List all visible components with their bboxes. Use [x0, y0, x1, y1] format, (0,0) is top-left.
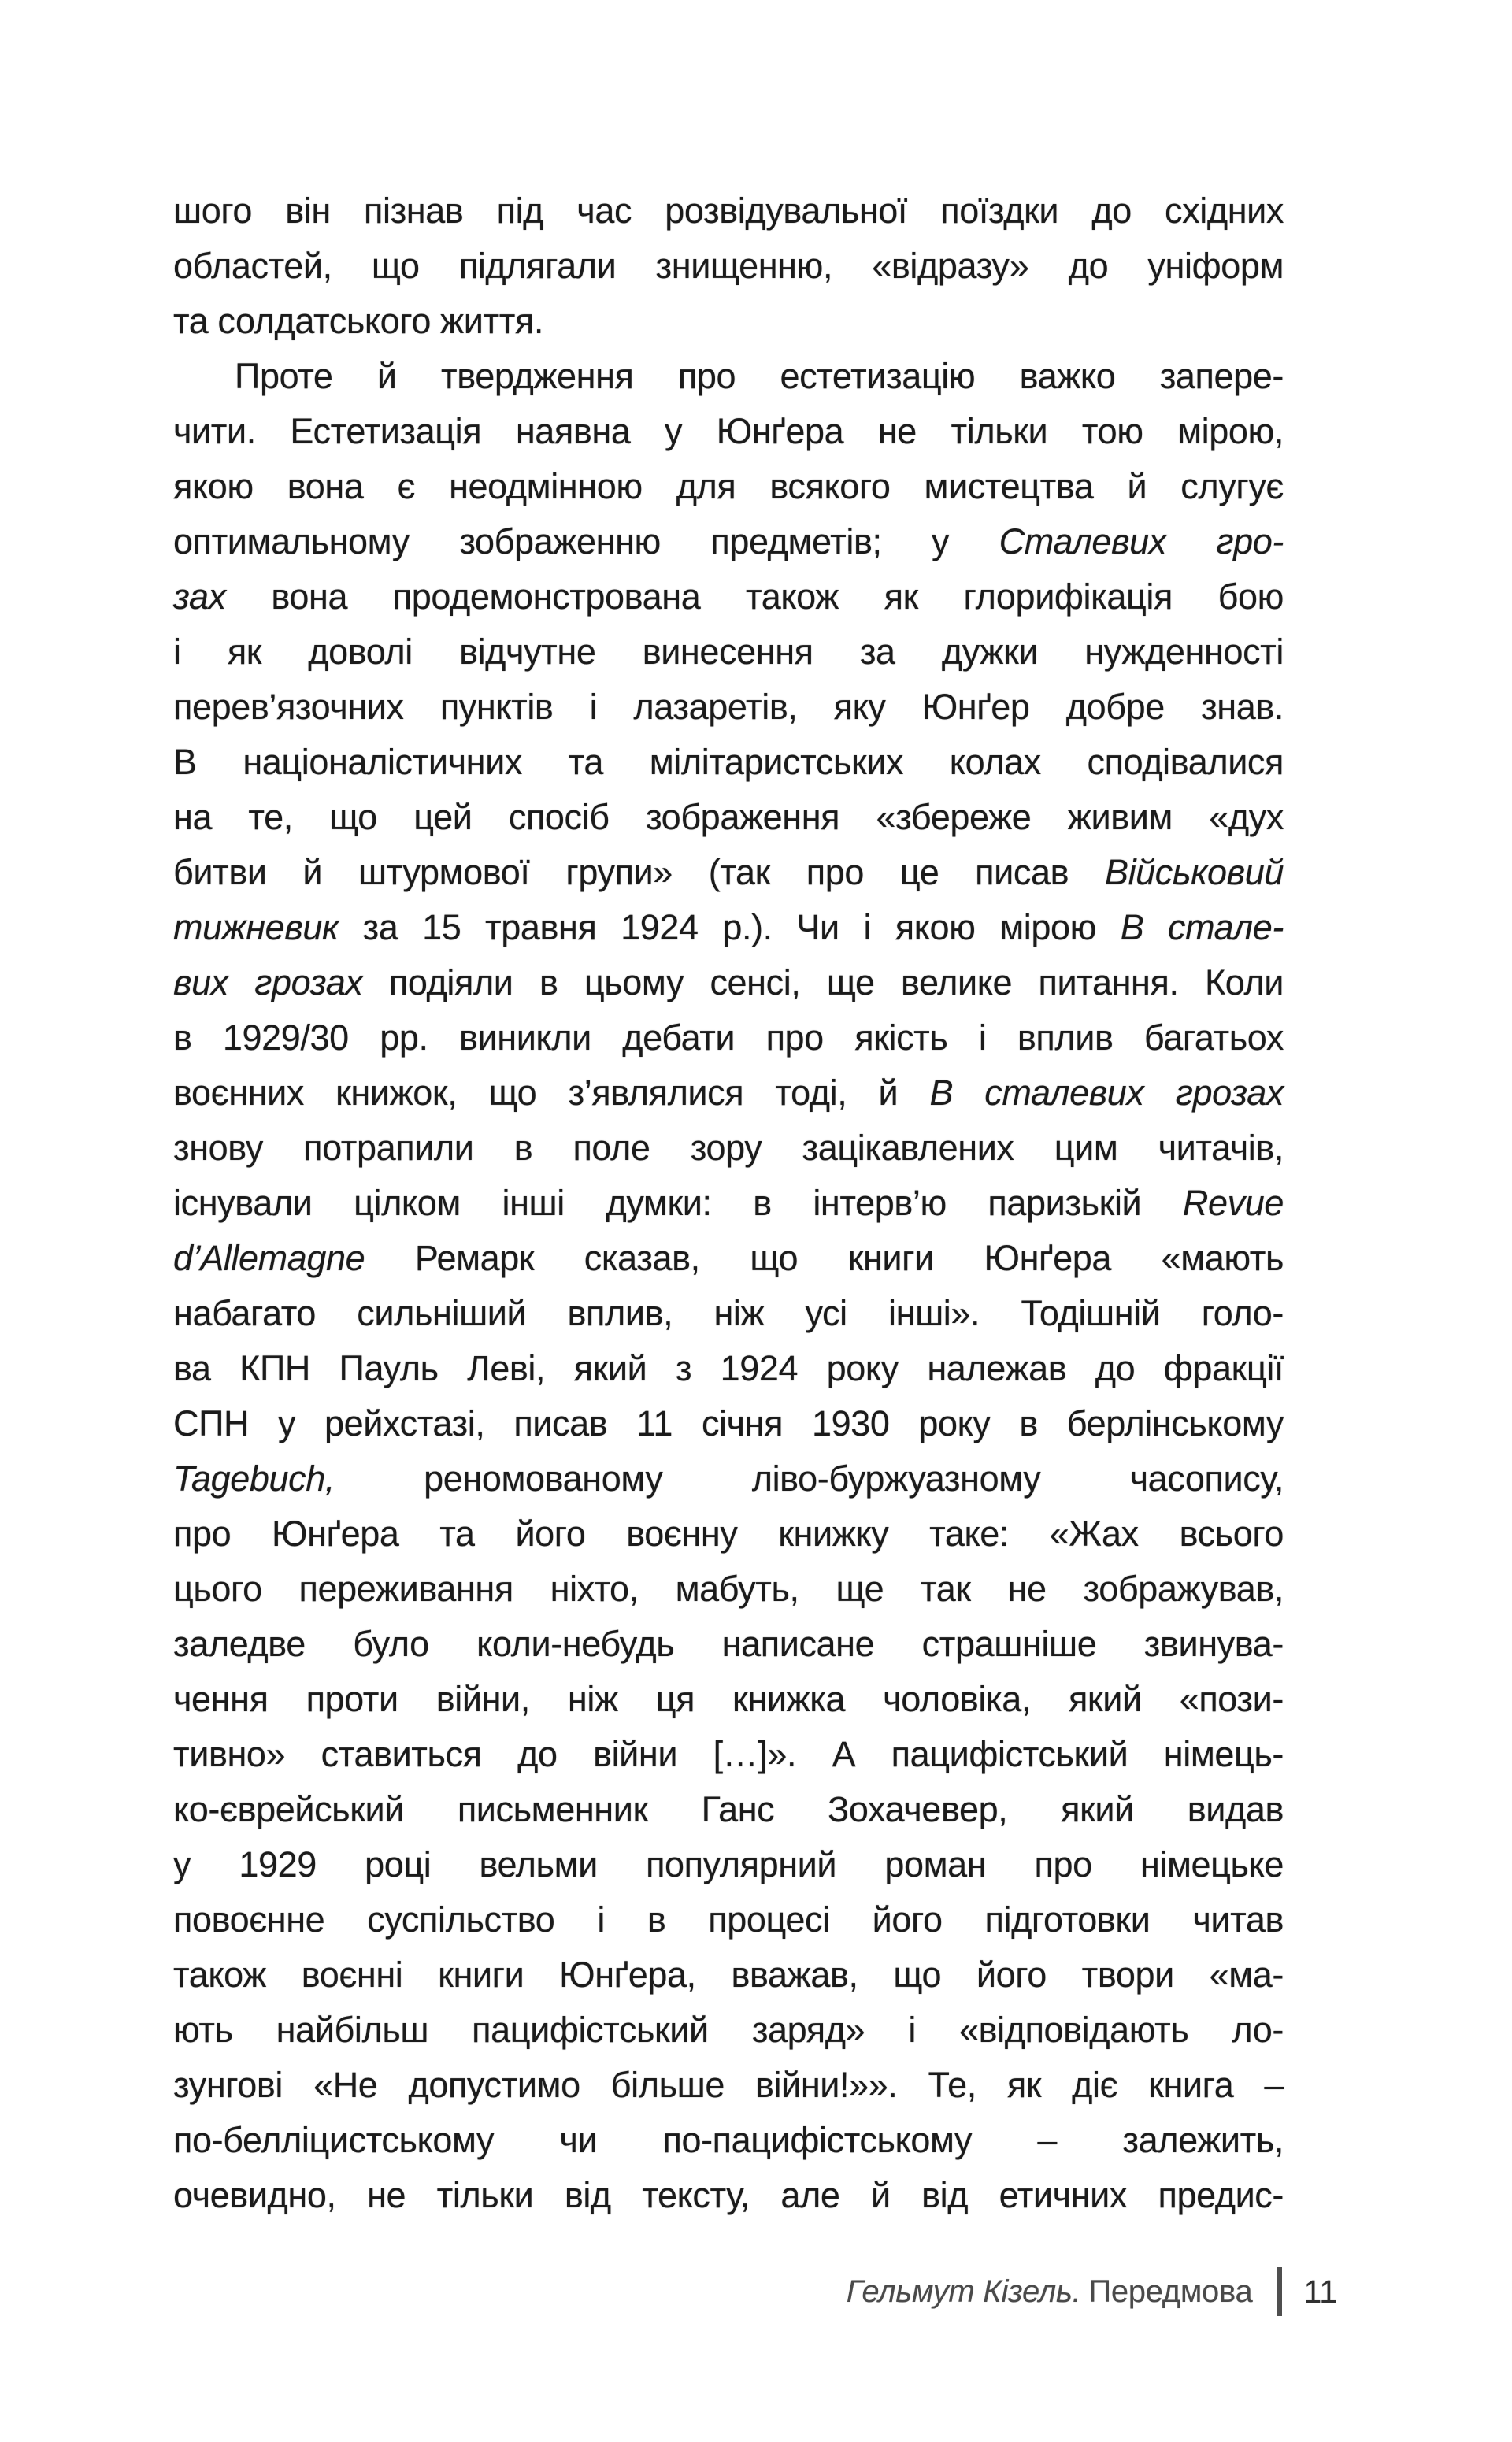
text-line	[173, 1231, 1284, 1286]
text-line	[173, 1672, 1284, 1727]
running-footer-label	[847, 2274, 1253, 2310]
text-segment-italic: В сталевих грозах	[929, 1073, 1284, 1113]
text-line	[173, 845, 1284, 900]
text-segment: ють найбільш пацифістський заряд» і «відповідають ло-	[173, 2010, 1284, 2050]
text-line	[173, 790, 1284, 845]
page-number: 11	[1303, 2273, 1337, 2310]
text-segment: набагато сильніший вплив, ніж усі інші». Тодішній голо-	[173, 1293, 1284, 1333]
text-segment: та солдатського життя.	[173, 301, 543, 341]
text-segment: по-белліцистському чи по-пацифістському – залежить,	[173, 2120, 1284, 2160]
text-line	[173, 1617, 1284, 1672]
text-segment: реномованому ліво-буржуазному часопису,	[334, 1458, 1284, 1499]
text-segment-italic: Сталевих гро-	[999, 521, 1284, 561]
text-segment-italic: Revue	[1182, 1183, 1284, 1223]
text-segment: якою вона є неодмінною для всякого мистецтва й слугує	[173, 466, 1284, 506]
text-segment: у 1929 році вельми популярний роман про німецьке	[173, 1844, 1284, 1884]
footer-divider-bar	[1277, 2267, 1282, 2316]
text-segment: цього переживання ніхто, мабуть, ще так не зображував,	[173, 1569, 1284, 1609]
page-body-text	[173, 183, 1284, 2223]
text-segment: на те, що цей спосіб зображення «збереже живим «дух	[173, 797, 1284, 837]
text-segment: також воєнні книги Юнґера, вважав, що його твори «ма-	[173, 1955, 1284, 1995]
text-segment: ва КПН Пауль Леві, який з 1924 року належав до фракції	[173, 1348, 1284, 1388]
text-segment: зунгові «Не допустимо більше війни!»». Те, як діє книга –	[173, 2065, 1284, 2105]
text-line	[173, 1837, 1284, 1892]
text-segment: Проте й твердження про естетизацію важко запере-	[235, 356, 1284, 396]
text-line	[173, 2168, 1284, 2223]
text-line	[173, 349, 1284, 404]
text-line	[173, 404, 1284, 459]
text-segment: чення проти війни, ніж ця книжка чоловіка, який «пози-	[173, 1679, 1284, 1719]
text-segment: шого він пізнав під час розвідувальної поїздки до східних	[173, 191, 1284, 231]
text-line	[173, 1947, 1284, 2003]
text-line	[173, 2058, 1284, 2113]
text-line	[173, 680, 1284, 735]
text-segment: очевидно, не тільки від тексту, але й від етичних предис-	[173, 2175, 1284, 2215]
text-segment: повоєнне суспільство і в процесі його підготовки читав	[173, 1899, 1284, 1940]
text-segment-italic: Tagebuch,	[173, 1458, 335, 1499]
text-line	[173, 1782, 1284, 1837]
text-segment: в 1929/30 рр. виникли дебати про якість і вплив багатьох	[173, 1017, 1284, 1058]
text-line	[173, 1396, 1284, 1451]
footer-section: Передмова	[1088, 2273, 1253, 2309]
text-segment: оптимальному зображенню предметів; у	[173, 521, 999, 561]
text-line	[173, 1176, 1284, 1231]
text-line	[173, 569, 1284, 624]
text-segment: існували цілком інші думки: в інтерв’ю паризькій	[173, 1183, 1183, 1223]
text-segment-italic: В стале-	[1120, 907, 1284, 947]
text-segment: заледве було коли-небудь написане страшніше звинува-	[173, 1624, 1284, 1664]
text-segment: битви й штурмової групи» (так про це писав	[173, 852, 1105, 892]
text-segment: Ремарк сказав, що книги Юнґера «мають	[365, 1238, 1284, 1278]
text-line	[173, 1892, 1284, 1947]
text-segment: за 15 травня 1924 р.). Чи і якою мірою	[338, 907, 1121, 947]
text-segment: ко-єврейський письменник Ганс Зохачевер, який видав	[173, 1789, 1284, 1829]
text-segment: і як доволі відчутне винесення за дужки нужденності	[173, 632, 1284, 672]
text-segment: тивно» ставиться до війни […]». А пацифістський німець-	[173, 1734, 1284, 1774]
text-line	[173, 1341, 1284, 1396]
text-line	[173, 624, 1284, 680]
text-line	[173, 183, 1284, 239]
text-segment: перев’язочних пунктів і лазаретів, яку Юнґер добре знав.	[173, 687, 1284, 727]
text-segment-italic: тижневик	[173, 907, 339, 947]
text-line	[173, 2113, 1284, 2168]
text-line	[173, 1286, 1284, 1341]
text-segment: В націоналістичних та мілітаристських колах сподівалися	[173, 742, 1284, 782]
text-line	[173, 294, 1284, 349]
text-segment: про Юнґера та його воєнну книжку таке: «Жах всього	[173, 1514, 1284, 1554]
text-line	[173, 1506, 1284, 1562]
text-segment-italic: Військовий	[1104, 852, 1284, 892]
text-line	[173, 1065, 1284, 1121]
text-line	[173, 459, 1284, 514]
text-line	[173, 2003, 1284, 2058]
text-line	[173, 1010, 1284, 1065]
text-segment: воєнних книжок, що з’являлися тоді, й	[173, 1073, 930, 1113]
page-footer	[847, 2265, 1337, 2318]
text-segment: СПН у рейхстазі, писав 11 січня 1930 року в берлінському	[173, 1403, 1284, 1443]
text-line	[173, 900, 1284, 955]
text-line	[173, 1562, 1284, 1617]
text-line	[173, 1727, 1284, 1782]
text-line	[173, 955, 1284, 1010]
text-segment: подіяли в цьому сенсі, ще велике питання. Коли	[362, 962, 1284, 1002]
text-line	[173, 1121, 1284, 1176]
text-segment-italic: вих грозах	[173, 962, 363, 1002]
text-line	[173, 735, 1284, 790]
text-line	[173, 239, 1284, 294]
text-segment: областей, що підлягали знищенню, «відразу» до уніформ	[173, 246, 1284, 286]
text-line	[173, 1451, 1284, 1506]
text-segment: знову потрапили в поле зору зацікавлених цим читачів,	[173, 1128, 1284, 1168]
text-segment: чити. Естетизація наявна у Юнґера не тільки тою мірою,	[173, 411, 1284, 451]
text-segment-italic: зах	[173, 576, 226, 617]
footer-author: Гельмут Кізель.	[846, 2273, 1081, 2309]
text-segment: вона продемонстрована також як глорифікація бою	[225, 576, 1284, 617]
text-line	[173, 514, 1284, 569]
text-segment-italic: d’Allemagne	[173, 1238, 365, 1278]
